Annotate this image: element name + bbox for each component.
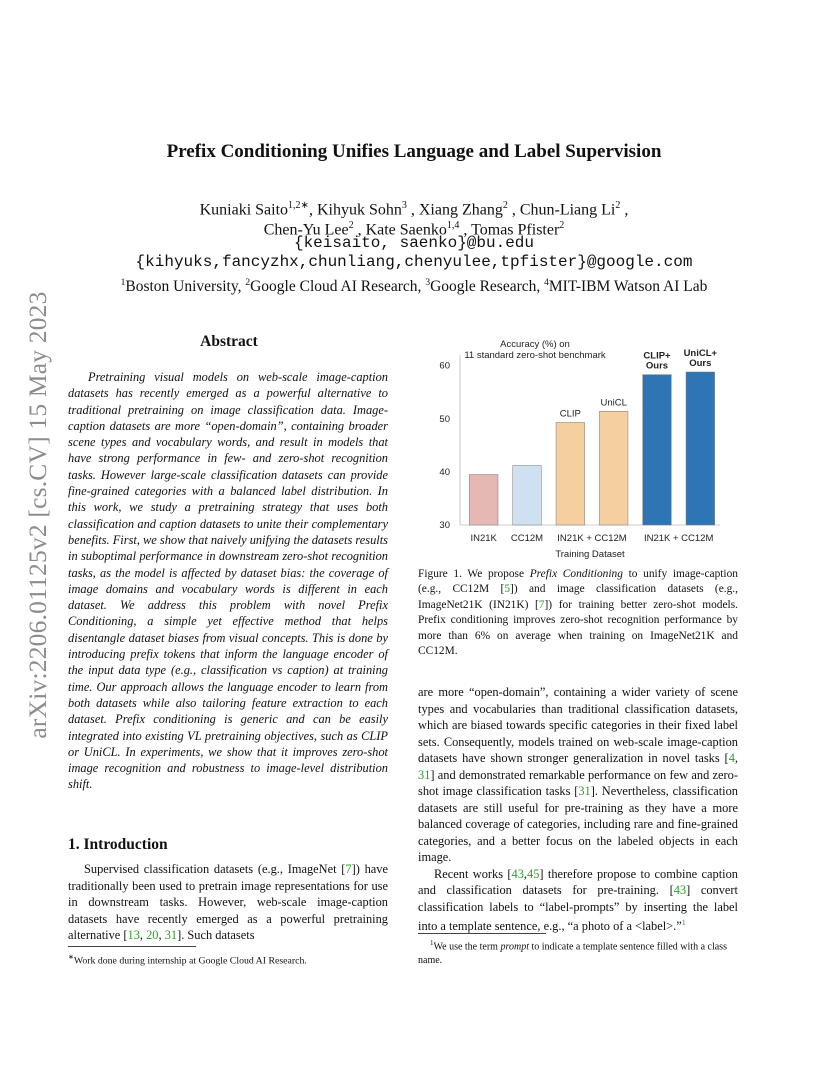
author-name: , Kihyuk Sohn bbox=[308, 201, 402, 219]
citation-link[interactable]: 31 bbox=[164, 928, 178, 942]
email-line-2: {kihyuks,fancyzhx,chunliang,chenyulee,tpfister}@google.com bbox=[135, 253, 693, 271]
bar-label: UniCL+ bbox=[683, 348, 718, 359]
citation-link[interactable]: 4 bbox=[728, 751, 735, 765]
chart-bar bbox=[556, 422, 585, 525]
body-text: , bbox=[523, 866, 528, 881]
body-paragraph bbox=[418, 866, 738, 935]
author-name: Chen-Yu Lee bbox=[263, 221, 349, 239]
author-affiliation-mark: 2 bbox=[348, 220, 354, 231]
bar-label: Ours bbox=[689, 358, 712, 369]
bar-label: Ours bbox=[645, 360, 669, 372]
citation-link[interactable]: 5 bbox=[504, 583, 511, 596]
affiliation: Google Cloud AI Research, bbox=[250, 278, 426, 296]
citation-link[interactable]: 45 bbox=[527, 866, 540, 881]
figure-1-caption bbox=[418, 567, 738, 659]
caption-emphasis: Prefix Conditioning bbox=[529, 568, 623, 580]
y-tick-label: 30 bbox=[439, 520, 450, 531]
citation-link[interactable]: 7 bbox=[345, 862, 352, 876]
affiliation-mark: 2 bbox=[245, 278, 251, 288]
footnote-text: to indicate a template sentence filled with a class name. bbox=[418, 941, 727, 966]
body-text: ]. Nevertheless, classification datasets are still useful for pre-training as they have a more balanced coverage of categories, including rare and fine-grained categories, and a better focus on the labeled objects in each image. bbox=[418, 784, 738, 864]
figure-1-bar-chart bbox=[420, 335, 740, 565]
citation-link[interactable]: 20 bbox=[146, 928, 159, 942]
footnote-link[interactable]: 1 bbox=[681, 918, 686, 927]
author-name: , Chun-Liang Li bbox=[507, 201, 616, 219]
x-tick-label: IN21K + CC12M bbox=[643, 533, 714, 544]
body-text: ] and demonstrated remarkable performance on few and zero-shot image classification tasks [ bbox=[418, 767, 738, 798]
intro-text: ]. Such datasets bbox=[177, 928, 255, 942]
body-text: , bbox=[734, 751, 738, 765]
intro-text: ]) have traditionally been used to pretrain image representations for use in downstream tasks. However, web-scale image-caption datasets have recently emerged as a powerful pretraining alternative [ bbox=[68, 862, 389, 942]
email-line-1: {keisaito, saenko}@bu.edu bbox=[293, 234, 535, 252]
chart-bar bbox=[469, 475, 498, 525]
footnote-text: Work done during internship at Google Cloud AI Research. bbox=[73, 955, 307, 967]
affiliation: MIT-IBM Watson AI Lab bbox=[548, 278, 708, 296]
author-affiliation-mark: 2 bbox=[502, 200, 508, 211]
author-name: , Kate Saenko bbox=[353, 221, 447, 239]
arxiv-identifier-text: arXiv:2206.01125v2 [cs.CV] 15 May 2023 bbox=[23, 291, 52, 739]
citation-link[interactable]: 43 bbox=[511, 866, 524, 881]
y-tick-label: 50 bbox=[439, 413, 450, 425]
footnote-right bbox=[418, 937, 740, 967]
affiliation: Boston University, bbox=[125, 278, 246, 296]
author-affiliation-mark: 2 bbox=[615, 200, 621, 211]
citation-link[interactable]: 43 bbox=[673, 883, 687, 897]
footnote-rule-right bbox=[418, 933, 546, 934]
affiliation: Google Research, bbox=[430, 278, 545, 296]
author-name: , Xiang Zhang bbox=[406, 201, 503, 219]
affiliation-mark: 4 bbox=[544, 278, 549, 288]
author-affiliation-mark: 1,2∗ bbox=[288, 200, 309, 211]
chart-title: Accuracy (%) on bbox=[500, 339, 570, 350]
footnote-emphasis: prompt bbox=[500, 941, 529, 953]
chart-bar bbox=[599, 411, 628, 525]
author-separator: , bbox=[620, 201, 629, 219]
footnote-rule-left bbox=[68, 946, 196, 947]
paper-title: Prefix Conditioning Unifies Language and Label Supervision bbox=[166, 141, 662, 162]
footnote-text: We use the term bbox=[433, 941, 501, 953]
intro-paragraph bbox=[68, 861, 388, 944]
chart-bar bbox=[686, 372, 715, 525]
y-tick-label: 40 bbox=[439, 466, 450, 478]
intro-text: , bbox=[158, 928, 165, 942]
intro-text: Supervised classification datasets (e.g., ImageNet [ bbox=[84, 862, 346, 876]
x-tick-label: CC12M bbox=[510, 533, 544, 544]
chart-bar bbox=[643, 375, 672, 525]
body-text: ] therefore propose to combine caption and classification datasets for pre-training. [ bbox=[418, 866, 738, 897]
x-tick-label: IN21K + CC12M bbox=[557, 533, 627, 544]
citation-link[interactable]: 31 bbox=[418, 767, 431, 782]
chart-title: 11 standard zero-shot benchmark bbox=[464, 350, 606, 361]
x-tick-label: IN21K bbox=[470, 533, 497, 544]
body-paragraph bbox=[418, 684, 738, 866]
bar-label: CLIP bbox=[559, 408, 581, 420]
affiliations bbox=[0, 278, 828, 296]
footnote-mark: 1 bbox=[430, 939, 434, 947]
bar-label: CLIP+ bbox=[643, 350, 671, 362]
affiliation-mark: 1 bbox=[120, 278, 126, 288]
right-column-body bbox=[418, 684, 738, 935]
caption-text: to unify image-caption (e.g., CC12M [ bbox=[418, 568, 738, 596]
citation-link[interactable]: 13 bbox=[127, 928, 140, 942]
body-text: ] convert classification labels to “label-prompts” by inserting the label into a template sentence, e.g., “a photo of a <label>.” bbox=[418, 883, 738, 934]
citation-link[interactable]: 7 bbox=[538, 598, 545, 611]
footnote-left bbox=[68, 951, 388, 967]
caption-text: ]) for training better zero-shot models. Prefix conditioning improves zero-shot recognition performance by more than 6% on average when training on ImageNet21K and CC12M. bbox=[418, 598, 738, 658]
y-tick-label: 60 bbox=[439, 360, 450, 372]
section-heading-introduction: 1. Introduction bbox=[68, 836, 168, 853]
footnote-mark: ∗ bbox=[68, 953, 74, 961]
author-name: Kuniaki Saito bbox=[199, 201, 289, 219]
arxiv-identifier-stamp bbox=[8, 270, 68, 760]
caption-text: ]) and image classification datasets (e.g., ImageNet21K (IN21K) [ bbox=[418, 583, 739, 611]
x-axis-label: Training Dataset bbox=[555, 549, 625, 560]
abstract-heading: Abstract bbox=[200, 333, 258, 350]
abstract-text: Pretraining visual models on web-scale image-caption datasets has recently emerged as a powerful alternative to traditional pretraining on image classification data. Image-caption datasets are more “open-domain”, containing broader scene types and vocabulary words, and result in models that have strong performance in few- and zero-shot recognition tasks. However large-scale classification datasets can provide fine-grained categories with a balanced label distribution. In this work, we study a pretraining strategy that uses both classification and caption datasets to unite their complementary benefits. First, we show that naively unifying the datasets results in suboptimal performance in downstream zero-shot recognition tasks, as the model is affected by dataset bias: the coverage of image domains and vocabulary words is different in each dataset. We address this problem with novel Prefix Conditioning, a simple yet effective method that helps disentangle dataset biases from visual concepts. This is done by introducing prefix tokens that inform the language encoder of the input data type (e.g., classification vs caption) at training time. Our approach allows the language encoder to learn from both datasets while also tailoring feature extraction to each dataset. Prefix conditioning is generic and can be easily integrated into existing VL pretraining objectives, such as CLIP or UniCL. In experiments, we show that it improves zero-shot image recognition and robustness to image-level distribution shift. bbox=[68, 370, 388, 792]
author-affiliation-mark: 1,4 bbox=[446, 220, 460, 231]
body-text: are more “open-domain”, containing a wider variety of scene types and vocabularies than traditional classification datasets, which are biased towards specific categories in their fixed label sets. Consequently, models trained on web-scale image-caption datasets have shown stronger generalization in novel tasks [ bbox=[418, 685, 738, 765]
intro-text: , bbox=[139, 928, 147, 942]
author-affiliation-mark: 3 bbox=[401, 200, 407, 211]
author-affiliation-mark: 2 bbox=[559, 220, 565, 231]
citation-link[interactable]: 31 bbox=[578, 784, 591, 798]
author-name: , Tomas Pfister bbox=[459, 221, 560, 239]
affiliation-mark: 3 bbox=[425, 278, 431, 288]
bar-label: UniCL bbox=[600, 397, 627, 409]
caption-text: Figure 1. We propose bbox=[418, 568, 530, 580]
body-text: Recent works [ bbox=[434, 866, 512, 881]
chart-bar bbox=[513, 466, 542, 526]
